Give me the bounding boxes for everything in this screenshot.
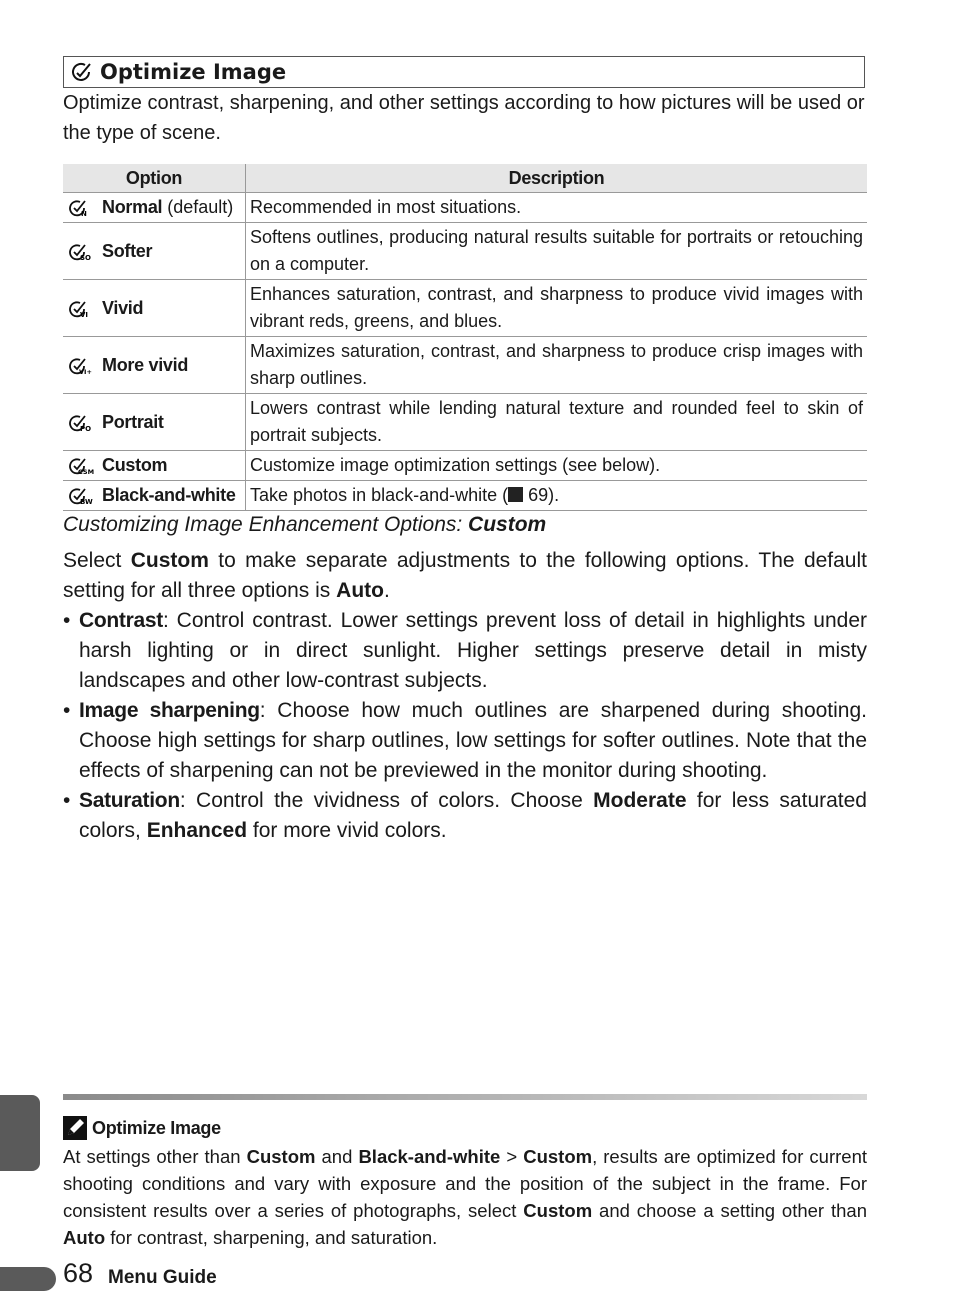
option-description: Softens outlines, producing natural results suitable for portraits or retouching on a computer. [246,223,868,280]
options-table [63,164,867,511]
chapter-tab [0,1095,40,1171]
option-name: Softer [102,240,153,261]
table-header-row [63,164,867,193]
list-item: • Contrast: Control contrast. Lower settings prevent loss of detail in highlights under harsh lighting or in direct sunlight. Higher settings preserve detail in misty landscapes and other low-contrast subjects. [63,609,867,692]
option-cell [63,481,246,511]
normal-mode-icon [69,199,91,217]
section-title-box [63,56,865,88]
list-item-term: Contrast [79,609,163,632]
option-name: Black-and-white [102,485,236,505]
custom-subheading: Customizing Image Enhancement Options: Custom [63,513,547,536]
page-number-tab [0,1267,56,1291]
table-row [63,481,867,511]
option-name: Portrait [102,411,164,432]
custom-options-list [63,606,867,846]
section-title: Optimize Image [100,60,287,84]
note-body: At settings other than Custom and Black-and-white > Custom, results are optimized for current shooting conditions and vary with exposure and the position of the subject in the frame. For consistent results over a series of photographs, select Custom and choose a setting other than Auto for contrast, sharpening, and saturation. [63,1146,868,1248]
table-row [63,280,867,337]
note-pencil-icon [63,1116,87,1140]
svg-text:PO: PO [80,424,92,433]
note-heading [63,1116,221,1140]
option-cell [63,223,246,280]
optimize-image-icon [70,61,92,83]
option-description: Lowers contrast while lending natural texture and rounded feel to skin of portrait subjects. [246,394,868,451]
option-cell [63,337,246,394]
option-default-label: (default) [162,197,234,217]
option-description: Take photos in black-and-white ( 69). [246,481,868,511]
header-description: Description [246,164,868,193]
svg-text:VI+: VI+ [79,367,92,376]
header-option: Option [63,164,246,193]
svg-text:VI: VI [80,310,89,319]
list-item: • Image sharpening: Choose how much outlines are sharpened during shooting. Choose high settings for sharp outlines, low settings for softer outlines. Note that the effects of sharpening can not be previewed in the monitor during shooting. [63,699,867,782]
table-row [63,394,867,451]
option-cell [63,193,246,223]
option-name: Vivid [102,297,144,318]
option-description: Customize image optimization settings (see below). [246,451,868,481]
page-reference-icon [508,487,523,502]
custom-paragraph: Select Custom to make separate adjustments to the following options. The default setting for all three options is Auto. [63,549,867,602]
vivid-mode-icon [69,300,91,318]
option-cell [63,451,246,481]
option-name: More vivid [102,354,189,375]
more-vivid-mode-icon [69,357,91,375]
list-item-term: Image sharpening [79,699,260,722]
page-section-label: Menu Guide [108,1267,217,1288]
note-title: Optimize Image [92,1117,221,1138]
custom-mode-icon [69,457,95,477]
option-description: Recommended in most situations. [246,193,868,223]
section-intro: Optimize contrast, sharpening, and other settings according to how pictures will be used or the type of scene. [63,92,865,144]
option-name: Custom [102,455,168,475]
table-row [63,337,867,394]
table-row [63,223,867,280]
option-description: Enhances saturation, contrast, and sharpness to produce vivid images with vibrant reds, greens, and blues. [246,280,868,337]
option-description: Maximizes saturation, contrast, and sharpness to produce crisp images with sharp outlines. [246,337,868,394]
table-row [63,193,867,223]
page-number: 68 [63,1258,94,1288]
softer-mode-icon [69,243,91,261]
option-cell [63,394,246,451]
note-divider [63,1094,867,1100]
svg-text:N: N [81,210,87,219]
svg-text:SO: SO [80,253,91,262]
svg-text:BW: BW [80,498,93,507]
option-cell [63,280,246,337]
option-name: Normal [102,197,163,217]
black-and-white-mode-icon [69,487,91,505]
list-item-term: Saturation [79,789,180,812]
table-row [63,451,867,481]
list-item: • Saturation: Control the vividness of colors. Choose Moderate for less saturated colors, Enhanced for more vivid colors. [63,789,867,842]
portrait-mode-icon [69,414,91,432]
svg-text:CSM: CSM [78,468,95,477]
